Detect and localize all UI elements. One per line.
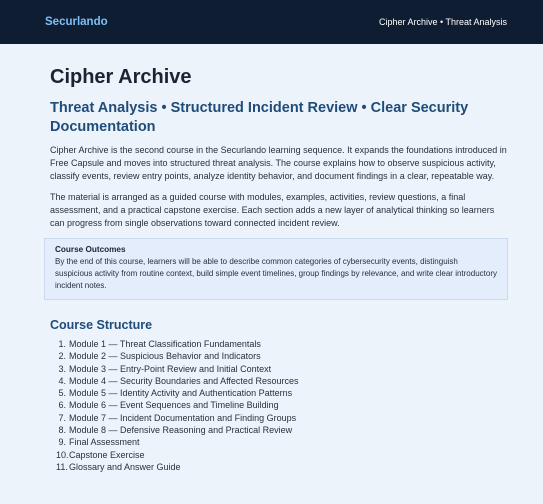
list-item-number: 10. — [56, 449, 69, 460]
list-item-number: 8. — [58, 425, 66, 436]
course-structure-list — [50, 338, 507, 473]
main-content — [0, 44, 543, 473]
list-item-label: Module 2 — Suspicious Behavior and Indicators — [69, 351, 261, 362]
page-subtitle: Threat Analysis • Structured Incident Review • Clear Security Documentation — [50, 100, 469, 135]
list-item — [50, 424, 507, 436]
list-item — [50, 350, 507, 362]
list-item — [50, 449, 507, 461]
list-item — [50, 375, 507, 387]
list-item — [50, 412, 507, 424]
list-item-number: 7. — [58, 412, 66, 423]
list-item-number: 9. — [58, 437, 66, 448]
course-structure-title: Course Structure — [50, 317, 153, 332]
list-item-number: 3. — [58, 363, 66, 374]
list-item — [50, 363, 507, 375]
list-item-label: Module 4 — Security Boundaries and Affected Resources — [69, 375, 299, 386]
intro-paragraph: Cipher Archive is the second course in the Securlando learning sequence. It expands the foundations introduced in Free Capsule and moves into structured threat analysis. The course explains how to observe suspicious activity, classify events, review entry points, analyze identity behavior, and document findings in a clear, repeatable way. — [50, 144, 507, 181]
material-paragraph: The material is arranged as a guided course with modules, examples, activities, review questions, a final assessment, and a practical capstone exercise. Each section adds a new layer of analytical thinking so learners can progress from single observations toward connected incident review. — [50, 191, 495, 228]
breadcrumb: Cipher Archive • Threat Analysis — [378, 17, 507, 27]
list-item-label: Module 8 — Defensive Reasoning and Practical Review — [69, 425, 293, 436]
list-item — [50, 399, 507, 411]
course-outcomes-text: By the end of this course, learners will be able to describe common categories of cybersecurity events, distinguish suspicious activity from routine context, build simple event timelines, group findings by relevance, and write clear introductory incident notes. — [55, 256, 497, 290]
course-outcomes-box — [44, 238, 508, 300]
list-item — [50, 338, 507, 350]
brand-logo-link[interactable]: Securlando — [45, 16, 108, 28]
list-item-number: 2. — [58, 351, 66, 362]
list-item — [50, 436, 507, 448]
list-item-label: Module 5 — Identity Activity and Authentication Patterns — [69, 388, 293, 399]
course-outcomes-title: Course Outcomes — [55, 244, 126, 254]
list-item-label: Module 6 — Event Sequences and Timeline Building — [69, 400, 279, 411]
list-item-label: Capstone Exercise — [69, 449, 145, 460]
list-item-label: Module 1 — Threat Classification Fundamentals — [69, 338, 261, 349]
list-item-number: 5. — [58, 388, 66, 399]
list-item-number: 11. — [56, 461, 68, 472]
list-item-label: Module 7 — Incident Documentation and Finding Groups — [69, 412, 297, 423]
list-item-label: Glossary and Answer Guide — [69, 461, 181, 472]
list-item — [50, 387, 507, 399]
list-item-label: Module 3 — Entry-Point Review and Initial Context — [69, 363, 272, 374]
page-title: Cipher Archive — [50, 66, 192, 88]
top-navigation-bar — [0, 0, 543, 44]
list-item-number: 1. — [58, 338, 66, 349]
list-item-number: 4. — [58, 375, 66, 386]
list-item-label: Final Assessment — [69, 437, 140, 448]
list-item-number: 6. — [58, 400, 66, 411]
list-item — [50, 461, 507, 473]
